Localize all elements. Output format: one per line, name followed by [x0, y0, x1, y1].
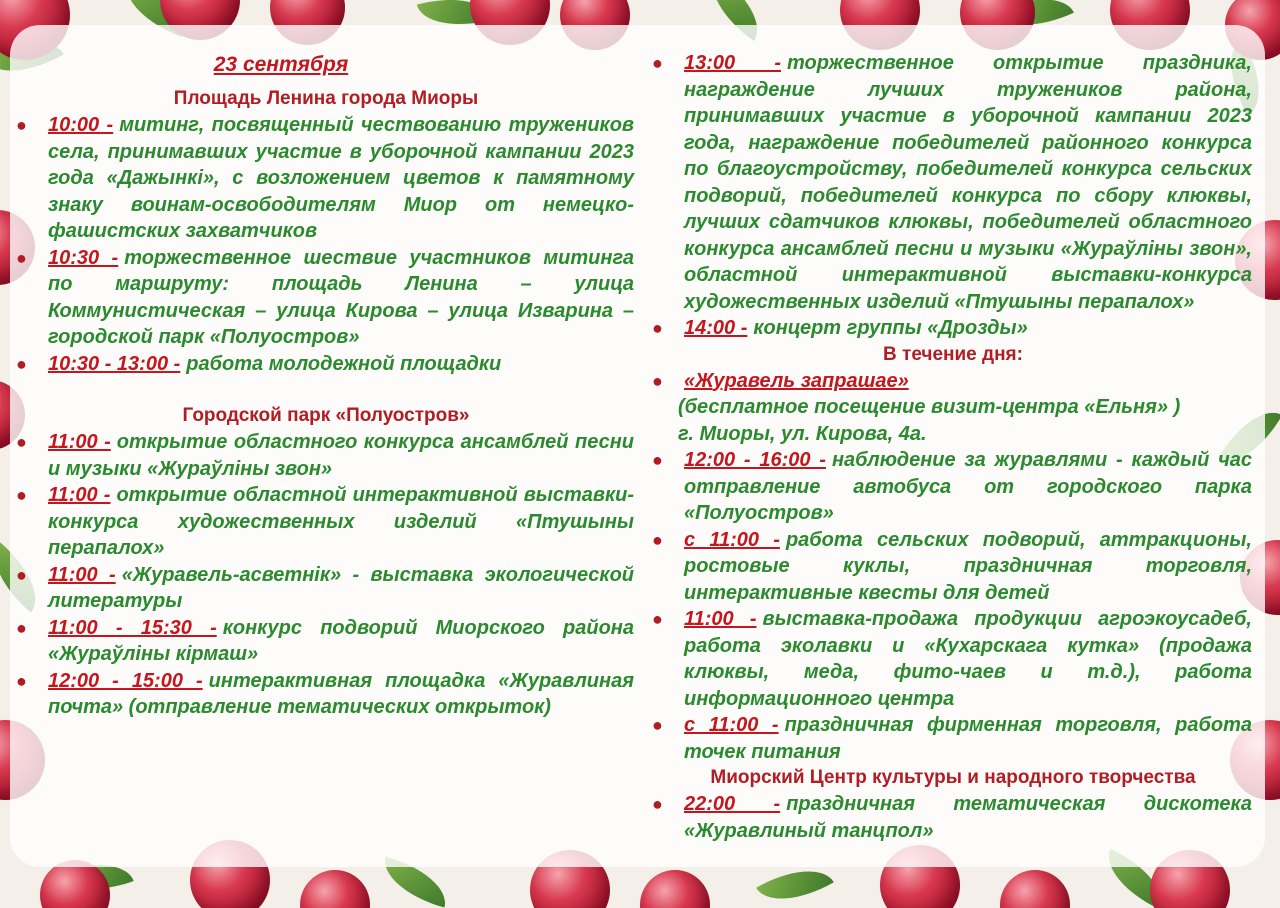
item-time: 11:00 - — [48, 431, 111, 453]
item-text: работа сельских подворий, аттракционы, ростовые куклы, праздничная торговля, интерактивные квесты для детей — [684, 528, 1252, 604]
item-time: 14:00 - — [684, 317, 748, 339]
item-text: конкурс подворий Миорского района «Жураўліны кірмаш» — [48, 616, 634, 665]
item-text: наблюдение за журавлями - каждый час отправление автобуса от городского парка «Полуостров» — [684, 449, 1253, 524]
item-text: выставка-продажа продукции агроэкоусадеб, работа эколавки и «Кухарскага кутка» (продажа клюквы, меда, фито-чаев и т.д.), работа информационного центра — [684, 608, 1252, 710]
bullet-icon: ● — [652, 794, 663, 814]
item-time: с 11:00 - — [684, 528, 780, 551]
item-time: 11:00 - — [684, 608, 757, 630]
schedule-item — [12, 668, 640, 721]
bullet-icon: ● — [16, 564, 27, 585]
item-text: митинг, посвященный чествованию тружеников села, принимавших участие в уборочной кампании 2023 года «Дажынкі», с возложением цветов к памятному знаку воинам-освободителям Миор от немецко-фашистских захватчиков — [48, 114, 634, 242]
item-text: открытие областного конкурса ансамблей песни и музыки «Жураўліны звон» — [48, 431, 634, 480]
item-text: работа молодежной площадки — [186, 352, 502, 375]
bullet-icon: ● — [16, 617, 27, 638]
bullet-icon: ● — [16, 485, 27, 505]
section-title-city-park: Городской парк «Полуостров» — [182, 405, 470, 426]
item-time: 11:00 - — [48, 484, 111, 506]
schedule-item — [12, 615, 640, 668]
item-text: «Журавель-асветнік» - выставка экологической литературы — [48, 563, 634, 612]
during-day-title: В течение дня: — [883, 343, 1023, 365]
bullet-icon: ● — [652, 715, 663, 735]
item-text: интерактивная площадка «Журавлиная почта» (отправление тематических открыток) — [48, 669, 635, 718]
schedule-item — [12, 245, 640, 351]
bullet-icon: ● — [652, 53, 663, 73]
item-text: торжественное открытие праздника, награждение лучших тружеников района, принимавших участие в уборочной кампании 2023 года, награждение победителей районного конкурса по благоустройству, победителей конкурса сельских подворий, победителей конкурса по сбору клюквы, лучших сдатчиков клюквы, победителей областного конкурса ансамблей песни и музыки «Жураўліны звон», областной интерактивной выставки-конкурса художественных изделий «Птушыны перапалох» — [684, 52, 1252, 313]
right-column — [648, 50, 1258, 844]
bullet-icon: ● — [16, 432, 27, 452]
item-time: 11:00 - — [48, 563, 116, 586]
item-time: 12:00 - 16:00 - — [684, 449, 826, 471]
bullet-icon: ● — [16, 353, 27, 374]
bullet-icon: ● — [652, 529, 663, 550]
bullet-icon: ● — [652, 609, 663, 629]
item-text: праздничная тематическая дискотека «Журавлиный танцпол» — [684, 793, 1253, 842]
bullet-icon: ● — [652, 318, 663, 338]
schedule-item — [648, 606, 1258, 712]
schedule-item — [648, 50, 1258, 315]
item-time: 13:00 - — [684, 52, 781, 74]
section-title-lenin-square: Площадь Ленина города Миоры — [173, 88, 479, 109]
bullet-icon: ● — [652, 370, 663, 391]
bullet-icon: ● — [16, 115, 27, 135]
item-time: с 11:00 - — [684, 714, 779, 736]
item-time: 10:30 - — [48, 246, 119, 269]
bullet-icon: ● — [652, 450, 663, 470]
item-time: 12:00 - 15:00 - — [48, 669, 203, 692]
schedule-item — [648, 791, 1258, 844]
schedule-item — [12, 562, 640, 615]
crane-title: «Журавель запрашае» — [684, 369, 909, 392]
item-text: праздничная фирменная торговля, работа точек питания — [684, 714, 1252, 763]
schedule-item — [648, 368, 1258, 395]
item-time: 11:00 - 15:30 - — [48, 616, 217, 639]
bullet-icon: ● — [16, 670, 27, 691]
item-time: 10:30 - 13:00 - — [48, 352, 181, 375]
item-text: открытие областной интерактивной выставки-конкурса художественных изделий «Птушыны перапалох» — [48, 484, 634, 559]
item-text: концерт группы «Дрозды» — [753, 317, 1028, 339]
culture-center-title: Миорский Центр культуры и народного творчества — [710, 767, 1196, 788]
item-text: торжественное шествие участников митинга по маршруту: площадь Ленина – улица Коммунистическая – улица Кирова – улица Изварина – городской парк «Полуостров» — [48, 246, 634, 348]
schedule-item — [12, 351, 640, 378]
schedule-item — [648, 527, 1258, 607]
schedule-item — [12, 429, 640, 482]
event-date: 23 сентября — [213, 53, 349, 76]
crane-address: г. Миоры, ул. Кирова, 4а. — [678, 422, 927, 445]
schedule-item — [648, 712, 1258, 765]
item-time: 10:00 - — [48, 114, 114, 136]
schedule-item — [12, 112, 640, 245]
schedule-item — [648, 447, 1258, 527]
left-column — [12, 50, 640, 721]
schedule-item — [12, 482, 640, 562]
crane-note: (бесплатное посещение визит-центра «Ельня» ) — [678, 396, 1181, 418]
schedule-item — [648, 315, 1258, 342]
item-time: 22:00 - — [684, 793, 781, 815]
bullet-icon: ● — [16, 247, 27, 268]
